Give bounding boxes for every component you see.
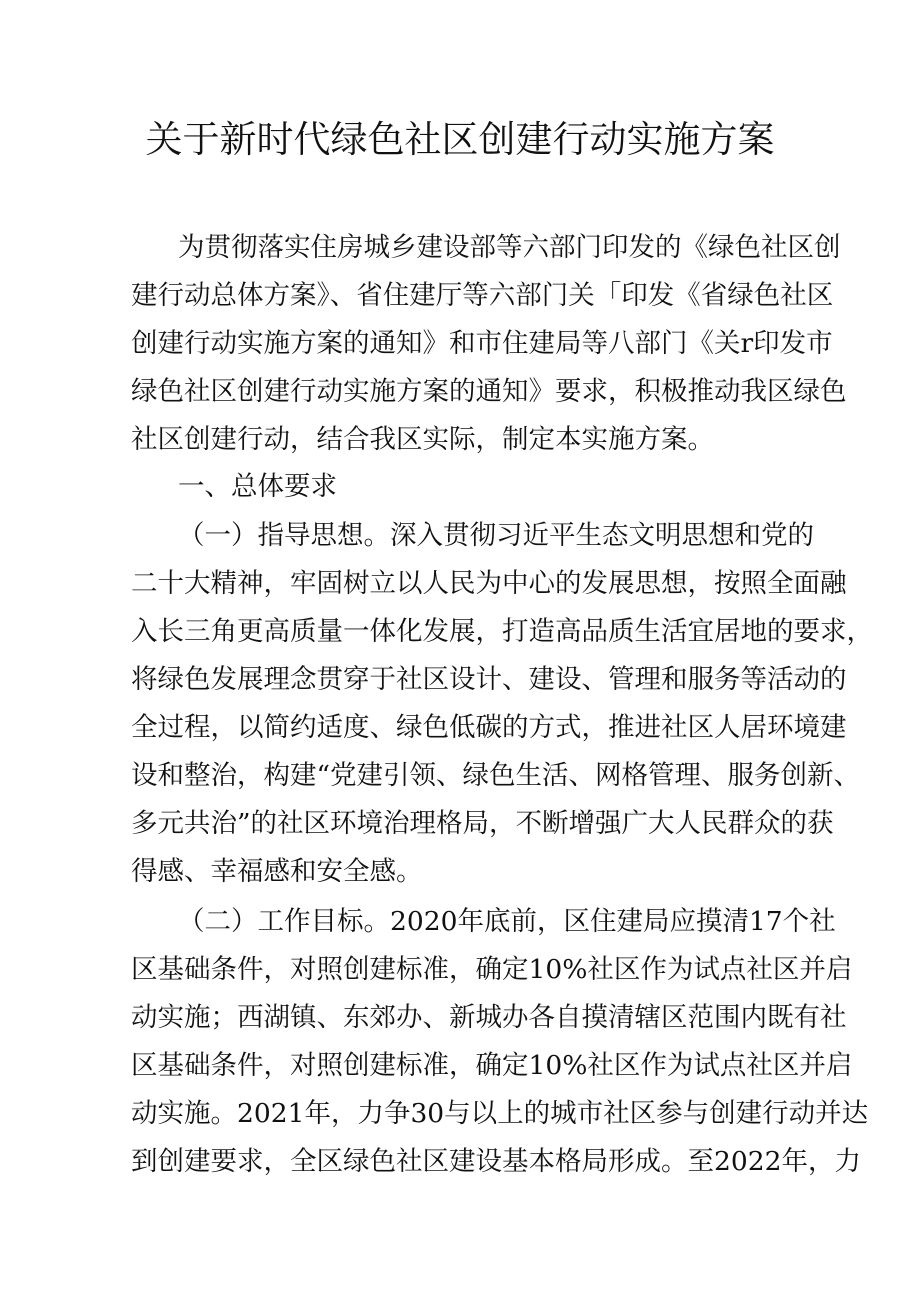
para1-line-4: 将绿色发展理念贯穿于社区设计、建设、管理和服务等活动的 — [131, 664, 847, 695]
para2-line-1: （二）工作目标。2020年底前，区住建局应摸清17个社 — [178, 906, 836, 937]
intro-line-3: 创建行动实施方案的通知》和市住建局等八部门《关r印发市 — [131, 328, 833, 359]
para1-line-1: （一）指导思想。深入贯彻习近平生态文明思想和党的 — [178, 520, 814, 551]
para1-line-3: 入长三角更高质量一体化发展，打造高品质生活宜居地的要求， — [131, 616, 873, 647]
para1-line-2: 二十大精神，牢固树立以人民为中心的发展思想，按照全面融 — [131, 568, 847, 599]
para1-line-8: 得感、幸福感和安全感。 — [131, 856, 423, 887]
para2-line-5: 动实施。2021年，力争30与以上的城市社区参与创建行动并达 — [131, 1098, 869, 1129]
para1-line-6: 设和整治，构建“党建引领、绿色生活、网格管理、服务创新、 — [131, 760, 861, 791]
intro-line-2: 建行动总体方案》、省住建厅等六部门关「印发《省绿色社区 — [131, 280, 834, 311]
para1-line-7: 多元共治”的社区环境治理格局，不断增强广大人民群众的获 — [131, 808, 834, 839]
para2-line-6: 到创建要求，全区绿色社区建设基本格局形成。至2022年，力 — [131, 1146, 861, 1177]
intro-line-1: 为贯彻落实住房城乡建设部等六部门印发的《绿色社区创 — [178, 232, 841, 263]
para2-line-4: 区基础条件，对照创建标准，确定10%社区作为试点社区并启 — [131, 1050, 853, 1081]
document-title: 关于新时代绿色社区创建行动实施方案 — [145, 118, 775, 161]
para2-line-2: 区基础条件，对照创建标准，确定10%社区作为试点社区并启 — [131, 954, 853, 985]
para2-line-3: 动实施；西湖镇、东郊办、新城办各自摸清辖区范围内既有社 — [131, 1002, 847, 1033]
intro-line-4: 绿色社区创建行动实施方案的通知》要求，积极推动我区绿色 — [131, 376, 847, 407]
section-heading: 一、总体要求 — [178, 471, 337, 502]
intro-line-5: 社区创建行动，结合我区实际，制定本实施方案。 — [131, 424, 714, 455]
para1-line-5: 全过程，以简约适度、绿色低碳的方式，推进社区人居环境建 — [131, 712, 847, 743]
